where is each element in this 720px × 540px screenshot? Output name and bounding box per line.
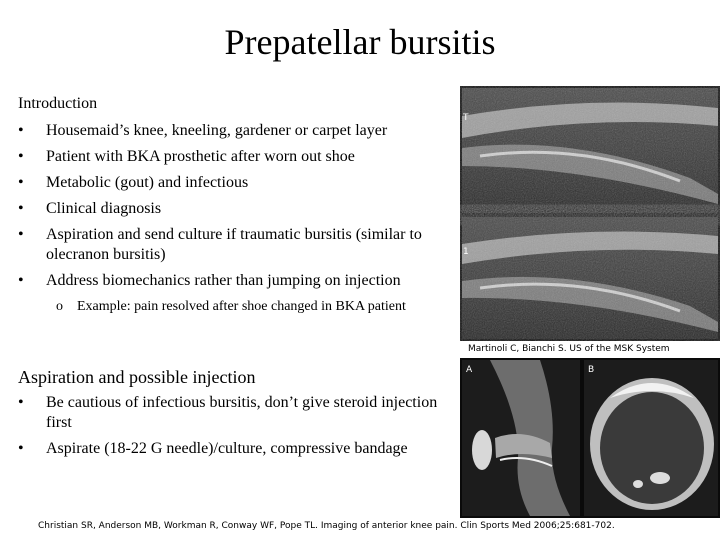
section2-bullet-text: Aspirate (18-22 G needle)/culture, compressive bandage: [46, 440, 408, 457]
bullet-marker: •: [18, 200, 24, 217]
ultrasound-caption: Martinoli C, Bianchi S. US of the MSK System: [468, 344, 670, 354]
intro-bullet-text: Aspiration and send culture if traumatic bursitis (similar to olecranon bursitis): [46, 226, 422, 263]
intro-bullet-list: [18, 121, 458, 297]
sub-bullet: [56, 298, 426, 316]
intro-bullet-text: Metabolic (gout) and infectious: [46, 174, 249, 191]
intro-heading: Introduction: [18, 95, 98, 112]
section2-bullet-text: Be cautious of infectious bursitis, don’t give steroid injection first: [46, 394, 438, 431]
intro-bullet-text: Patient with BKA prosthetic after worn out shoe: [46, 148, 355, 165]
us-label-bottom: 1: [463, 247, 469, 257]
intro-bullet-text: Address biomechanics rather than jumping on injection: [46, 272, 401, 289]
intro-bullet: [18, 121, 458, 141]
section2-bullet: [18, 439, 448, 459]
section2-heading: Aspiration and possible injection: [18, 367, 256, 387]
bullet-marker: •: [18, 226, 24, 243]
bullet-marker: •: [18, 148, 24, 165]
intro-bullet: [18, 199, 458, 219]
section2-bullet: [18, 393, 448, 433]
mri-graphic: [460, 358, 720, 518]
bullet-marker: •: [18, 174, 24, 191]
ultrasound-graphic: [460, 86, 720, 341]
bullet-marker: •: [18, 394, 24, 411]
mri-label-b: B: [588, 365, 595, 375]
bullet-marker: •: [18, 272, 24, 289]
sub-bullet-text: Example: pain resolved after shoe changed in BKA patient: [77, 299, 406, 314]
mri-caption: Christian SR, Anderson MB, Workman R, Conway WF, Pope TL. Imaging of anterior knee pain. Clin Sports Med 2006;25:681-702.: [38, 521, 615, 531]
ultrasound-image: [460, 86, 720, 341]
bullet-marker: •: [18, 440, 24, 457]
us-label-top: T: [463, 113, 469, 123]
mri-label-a: A: [466, 365, 473, 375]
sub-bullet-marker: o: [56, 299, 63, 314]
mri-image: [460, 358, 720, 518]
intro-bullet: [18, 173, 458, 193]
slide-title: Prepatellar bursitis: [224, 22, 496, 62]
intro-bullet-text: Housemaid’s knee, kneeling, gardener or carpet layer: [46, 122, 388, 139]
intro-bullet-text: Clinical diagnosis: [46, 200, 162, 217]
bullet-marker: •: [18, 122, 24, 139]
section2-bullet-list: [18, 393, 448, 465]
intro-bullet: [18, 271, 458, 291]
intro-bullet: [18, 225, 458, 265]
intro-bullet: [18, 147, 458, 167]
